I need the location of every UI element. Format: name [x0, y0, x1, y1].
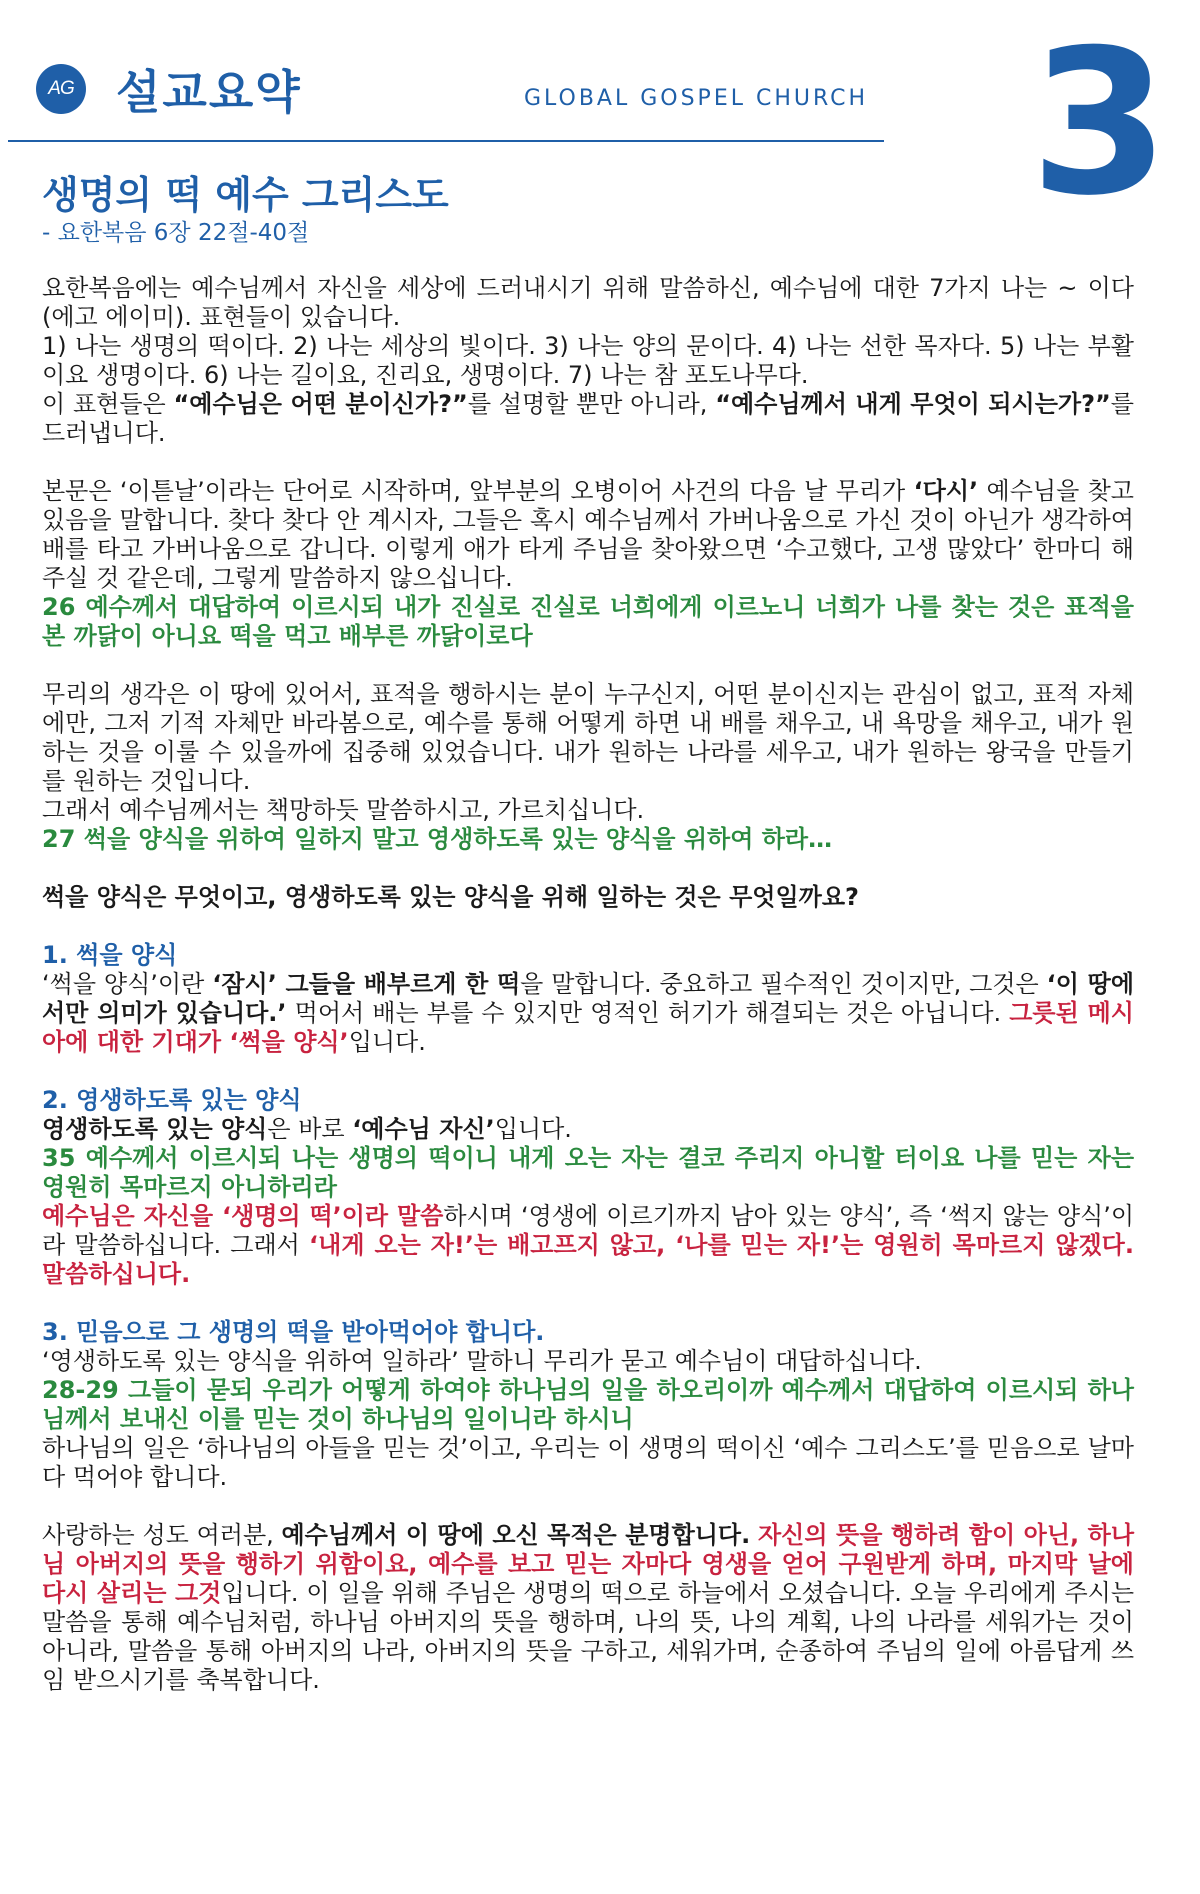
verse-35: 35 예수께서 이르시되 나는 생명의 떡이니 내게 오는 자는 결코 주리지 아니할 터이요 나를 믿는 자는 영원히 목마르지 아니하리라	[42, 1144, 1134, 1201]
section-3-body: 하나님의 일은 ‘하나님의 아들을 믿는 것’이고, 우리는 이 생명의 떡이신 ‘예수 그리스도’를 믿음으로 날마다 먹어야 합니다.	[42, 1434, 1134, 1491]
section-1-heading: 1. 썩을 양식	[42, 941, 178, 969]
intro-summary: 이 표현들은 “예수님은 어떤 분이신가?”를 설명할 뿐만 아니라, “예수님께서 내게 무엇이 되시는가?”를 드러냅니다.	[42, 390, 1134, 447]
section-2-body: 예수님은 자신을 ‘생명의 떡’이라 말씀하시며 ‘영생에 이르기까지 남아 있는 양식’, 즉 ‘썩지 않는 양식’이라 말씀하십니다. 그래서 ‘내게 오는 자!’는 배고프지 않고, ‘나를 믿는 자!’는 영원히 목마르지 않겠다. 말씀하십니다.	[42, 1202, 1135, 1288]
section-3-intro: ‘영생하도록 있는 양식을 위하여 일하라’ 말하니 무리가 묻고 예수님이 대답하십니다.	[42, 1347, 922, 1375]
key-question: 썩을 양식은 무엇이고, 영생하도록 있는 양식을 위해 일하는 것은 무엇일까요?	[42, 883, 859, 911]
church-logo	[36, 64, 86, 114]
verse-28-29: 28-29 그들이 묻되 우리가 어떻게 하여야 하나님의 일을 하오리이까 예수께서 대답하여 이르시되 하나님께서 보내신 이를 믿는 것이 하나님의 일이니라 하시니	[42, 1376, 1134, 1433]
sermon-title: 생명의 떡 예수 그리스도	[42, 173, 449, 217]
scripture-passage: - 요한복음 6장 22절-40절	[42, 220, 310, 246]
header-divider	[8, 140, 884, 142]
verse-27: 27 썩을 양식을 위하여 일하지 말고 영생하도록 있는 양식을 위하여 하라…	[42, 825, 833, 853]
crowd-paragraph: 무리의 생각은 이 땅에 있어서, 표적을 행하시는 분이 누구신지, 어떤 분이신지는 관심이 없고, 표적 자체에만, 그저 기적 자체만 바라봄으로, 예수를 통해 어떻게 하면 내 배를 채우고, 내 욕망을 채우고, 내가 원하는 것을 이룰 수 있을까에 집중해 있었습니다. 내가 원하는 나라를 세우고, 내가 원하는 왕국을 만들기를 원하는 것입니다.	[42, 680, 1134, 795]
closing-paragraph: 사랑하는 성도 여러분, 예수님께서 이 땅에 오신 목적은 분명합니다. 자신의 뜻을 행하려 함이 아닌, 하나님 아버지의 뜻을 행하기 위함이요, 예수를 보고 믿는 자마다 영생을 얻어 구원받게 하며, 마지막 날에 다시 살리는 그것입니다. 이 일을 위해 주님은 생명의 떡으로 하늘에서 오셨습니다. 오늘 우리에게 주시는 말씀을 통해 예수님처럼, 하나님 아버지의 뜻을 행하며, 나의 뜻, 나의 계획, 나의 나라를 세워가는 것이 아니라, 말씀을 통해 아버지의 나라, 아버지의 뜻을 구하고, 세워가며, 순종하여 주님의 일에 아름답게 쓰임 받으시기를 축복합니다.	[42, 1521, 1134, 1694]
seven-statements: 1) 나는 생명의 떡이다. 2) 나는 세상의 빛이다. 3) 나는 양의 문이다. 4) 나는 선한 목자다. 5) 나는 부활이요 생명이다. 6) 나는 길이요, 진리요, 생명이다. 7) 나는 참 포도나무다.	[42, 332, 1134, 389]
section-2-intro: 영생하도록 있는 양식은 바로 ‘예수님 자신’입니다.	[42, 1115, 572, 1143]
section-3-heading: 3. 믿음으로 그 생명의 떡을 받아먹어야 합니다.	[42, 1318, 545, 1346]
church-name: GLOBAL GOSPEL CHURCH	[524, 86, 869, 111]
issue-number: 3	[1030, 7, 1170, 240]
section-2-heading: 2. 영생하도록 있는 양식	[42, 1086, 302, 1114]
header-title: 설교요약	[116, 65, 302, 119]
context-paragraph: 본문은 ‘이튿날’이라는 단어로 시작하며, 앞부분의 오병이어 사건의 다음 날 무리가 ‘다시’ 예수님을 찾고 있음을 말합니다. 찾다 찾다 안 계시자, 그들은 혹시 예수님께서 가버나움으로 가신 것이 아닌가 생각하여 배를 타고 가버나움으로 갑니다. 이렇게 애가 타게 주님을 찾아왔으면 ‘수고했다, 고생 많았다’ 한마디 해주실 것 같은데, 그렇게 말씀하지 않으십니다.	[42, 477, 1134, 592]
logo-text: AG	[48, 78, 74, 99]
sermon-body	[42, 274, 1134, 1695]
verse-26: 26 예수께서 대답하여 이르시되 내가 진실로 진실로 너희에게 이르노니 너희가 나를 찾는 것은 표적을 본 까닭이 아니요 떡을 먹고 배부른 까닭이로다	[42, 593, 1134, 650]
intro-paragraph: 요한복음에는 예수님께서 자신을 세상에 드러내시기 위해 말씀하신, 예수님에 대한 7가지 나는 ~ 이다(에고 에이미). 표현들이 있습니다.	[42, 274, 1134, 331]
rebuke-line: 그래서 예수님께서는 책망하듯 말씀하시고, 가르치십니다.	[42, 796, 645, 824]
section-1-body: ‘썩을 양식’이란 ‘잠시’ 그들을 배부르게 한 떡을 말합니다. 중요하고 필수적인 것이지만, 그것은 ‘이 땅에서만 의미가 있습니다.’ 먹어서 배는 부를 수 있지만 영적인 허기가 해결되는 것은 아닙니다. 그릇된 메시아에 대한 기대가 ‘썩을 양식’입니다.	[42, 970, 1134, 1056]
